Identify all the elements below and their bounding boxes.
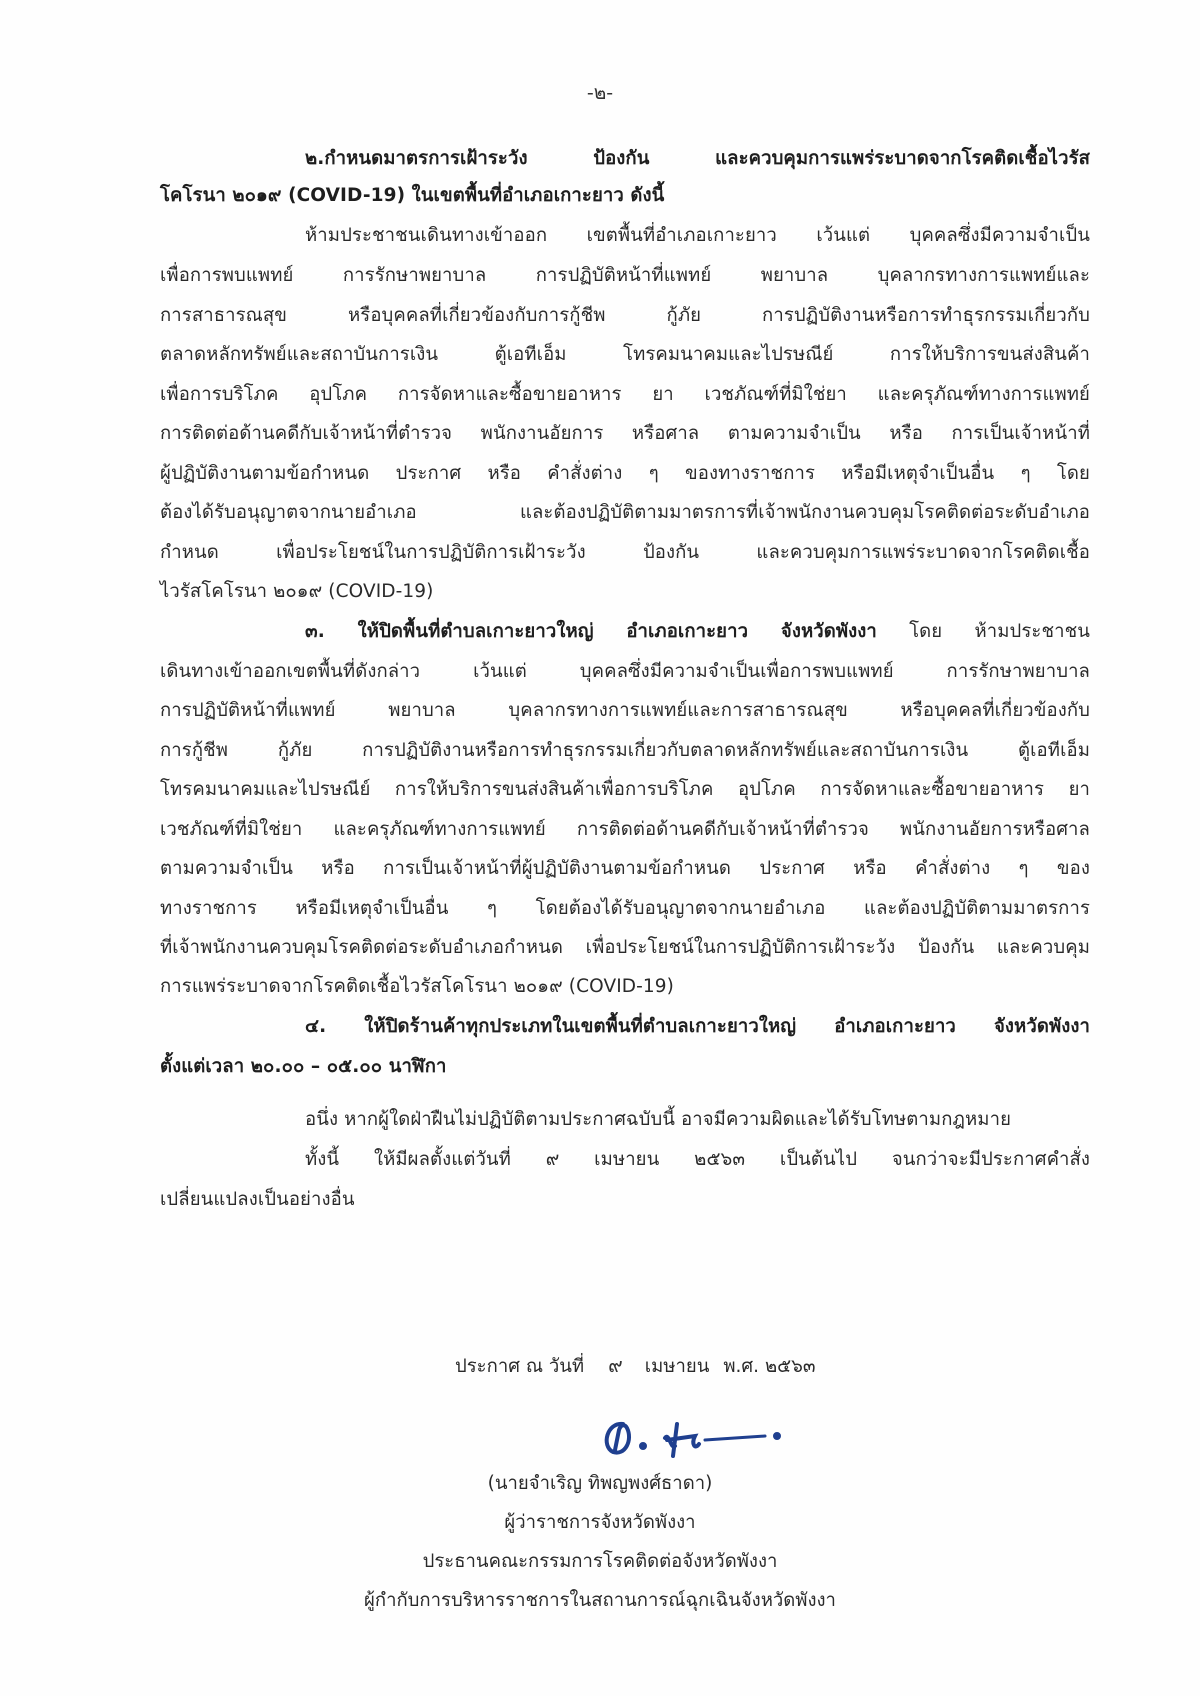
section2-body-line: ไวรัสโคโรนา ๒๐๑๙ (COVID-19) bbox=[160, 581, 434, 602]
section3-heading-bold: ๓. ให้ปิดพื้นที่ตำบลเกาะยาวใหญ่ อำเภอเกาะยาว จังหวัดพังงา bbox=[305, 621, 877, 642]
section3-body-line: ทางราชการ หรือมีเหตุจำเป็นอื่น ๆ โดยต้องได้รับอนุญาตจากนายอำเภอ และต้องปฏิบัติตามมาตรการ bbox=[160, 898, 1090, 919]
penalty-statement: อนึ่ง หากผู้ใดฝ่าฝืนไม่ปฏิบัติตามประกาศฉบับนี้ อาจมีความผิดและได้รับโทษตามกฎหมาย bbox=[305, 1109, 1012, 1130]
date-year: พ.ศ. ๒๕๖๓ bbox=[723, 1356, 816, 1377]
signatory-title-emergency-director: ผู้กำกับการบริหารราชการในสถานการณ์ฉุกเฉินจังหวัดพังงา bbox=[364, 1590, 836, 1611]
date-prefix: ประกาศ ณ วันที่ bbox=[455, 1356, 585, 1377]
section2-body-line: การสาธารณสุข หรือบุคคลที่เกี่ยวข้องกับการกู้ชีพ กู้ภัย การปฏิบัติงานหรือการทำธุรกรรมเกี่ยวกับ bbox=[160, 305, 1090, 326]
section2-heading-line2: โคโรนา ๒๐๑๙ (COVID-19) ในเขตพื้นที่อำเภอเกาะยาว ดังนี้ bbox=[160, 185, 665, 206]
section3-body-line: เดินทางเข้าออกเขตพื้นที่ดังกล่าว เว้นแต่ บุคคลซึ่งมีความจำเป็นเพื่อการพบแพทย์ การรักษาพยาบาล bbox=[160, 661, 1090, 682]
section2-body-line: ห้ามประชาชนเดินทางเข้าออก เขตพื้นที่อำเภอเกาะยาว เว้นแต่ บุคคลซึ่งมีความจำเป็น bbox=[305, 225, 1090, 246]
section3-heading bbox=[305, 618, 1090, 646]
section3-body-line: ที่เจ้าพนักงานควบคุมโรคติดต่อระดับอำเภอกำหนด เพื่อประโยชน์ในการปฏิบัติการเฝ้าระวัง ป้องกัน และควบคุม bbox=[160, 937, 1090, 958]
section3-body-line: เวชภัณฑ์ที่มิใช่ยา และครุภัณฑ์ทางการแพทย์ การติดต่อด้านคดีกับเจ้าหน้าที่ตำรวจ พนักงานอัยการหรือศาล bbox=[160, 819, 1090, 840]
section4-heading-line1: ๔. ให้ปิดร้านค้าทุกประเภทในเขตพื้นที่ตำบลเกาะยาวใหญ่ อำเภอเกาะยาว จังหวัดพังงา bbox=[305, 1016, 1090, 1037]
section3-body-line: การแพร่ระบาดจากโรคติดเชื้อไวรัสโคโรนา ๒๐๑๙ (COVID-19) bbox=[160, 976, 674, 997]
effective-date-line2: เปลี่ยนแปลงเป็นอย่างอื่น bbox=[160, 1189, 355, 1210]
signature-icon bbox=[595, 1410, 805, 1465]
section2-body-line: ต้องได้รับอนุญาตจากนายอำเภอ และต้องปฏิบัติตามมาตรการที่เจ้าพนักงานควบคุมโรคติดต่อระดับอำเภอ bbox=[160, 502, 1090, 523]
date-month: เมษายน bbox=[644, 1356, 710, 1377]
effective-date-line1: ทั้งนี้ ให้มีผลตั้งแต่วันที่ ๙ เมษายน ๒๕๖๓ เป็นต้นไป จนกว่าจะมีประกาศคำสั่ง bbox=[305, 1149, 1090, 1170]
date-day: ๙ bbox=[608, 1353, 623, 1377]
section2-body-line: ตลาดหลักทรัพย์และสถาบันการเงิน ตู้เอทีเอ็ม โทรคมนาคมและไปรษณีย์ การให้บริการขนส่งสินค้า bbox=[160, 344, 1090, 365]
section2-body-line: เพื่อการบริโภค อุปโภค การจัดหาและซื้อขายอาหาร ยา เวชภัณฑ์ที่มิใช่ยา และครุภัณฑ์ทางการแพทย์ bbox=[160, 384, 1090, 405]
signatory-name: (นายจำเริญ ทิพญพงศ์ธาดา) bbox=[487, 1473, 713, 1494]
section4-heading-line2: ตั้งแต่เวลา ๒๐.๐๐ – ๐๕.๐๐ นาฬิกา bbox=[160, 1056, 447, 1077]
page-number: -๒- bbox=[586, 82, 614, 104]
section3-heading-rest: โดย ห้ามประชาชน bbox=[876, 621, 1091, 642]
section3-body-line: ตามความจำเป็น หรือ การเป็นเจ้าหน้าที่ผู้ปฏิบัติงานตามข้อกำหนด ประกาศ หรือ คำสั่งต่าง ๆ ของ bbox=[160, 858, 1090, 879]
section3-body-line: การปฏิบัติหน้าที่แพทย์ พยาบาล บุคลากรทางการแพทย์และการสาธารณสุข หรือบุคคลที่เกี่ยวข้องกับ bbox=[160, 700, 1090, 721]
section2-heading-line1: ๒.กำหนดมาตรการเฝ้าระวัง ป้องกัน และควบคุมการแพร่ระบาดจากโรคติดเชื้อไวรัส bbox=[305, 148, 1090, 169]
section3-body-line: โทรคมนาคมและไปรษณีย์ การให้บริการขนส่งสินค้าเพื่อการบริโภค อุปโภค การจัดหาและซื้อขายอาหาร ยา bbox=[160, 779, 1090, 800]
section2-body-line: เพื่อการพบแพทย์ การรักษาพยาบาล การปฏิบัติหน้าที่แพทย์ พยาบาล บุคลากรทางการแพทย์และ bbox=[160, 265, 1090, 286]
section3-body-line: การกู้ชีพ กู้ภัย การปฏิบัติงานหรือการทำธุรกรรมเกี่ยวกับตลาดหลักทรัพย์และสถาบันการเงิน ตู้เอทีเอ็ม bbox=[160, 740, 1090, 761]
signatory-title-committee-chair: ประธานคณะกรรมการโรคติดต่อจังหวัดพังงา bbox=[422, 1551, 778, 1572]
section2-body-line: ผู้ปฏิบัติงานตามข้อกำหนด ประกาศ หรือ คำสั่งต่าง ๆ ของทางราชการ หรือมีเหตุจำเป็นอื่น ๆ โดย bbox=[160, 463, 1090, 484]
announcement-date bbox=[455, 1349, 830, 1381]
signatory-title-governor: ผู้ว่าราชการจังหวัดพังงา bbox=[504, 1512, 696, 1533]
section2-body-line: การติดต่อด้านคดีกับเจ้าหน้าที่ตำรวจ พนักงานอัยการ หรือศาล ตามความจำเป็น หรือ การเป็นเจ้าหน้าที่ bbox=[160, 423, 1090, 444]
section2-body-line: กำหนด เพื่อประโยชน์ในการปฏิบัติการเฝ้าระวัง ป้องกัน และควบคุมการแพร่ระบาดจากโรคติดเชื้อ bbox=[160, 542, 1090, 563]
